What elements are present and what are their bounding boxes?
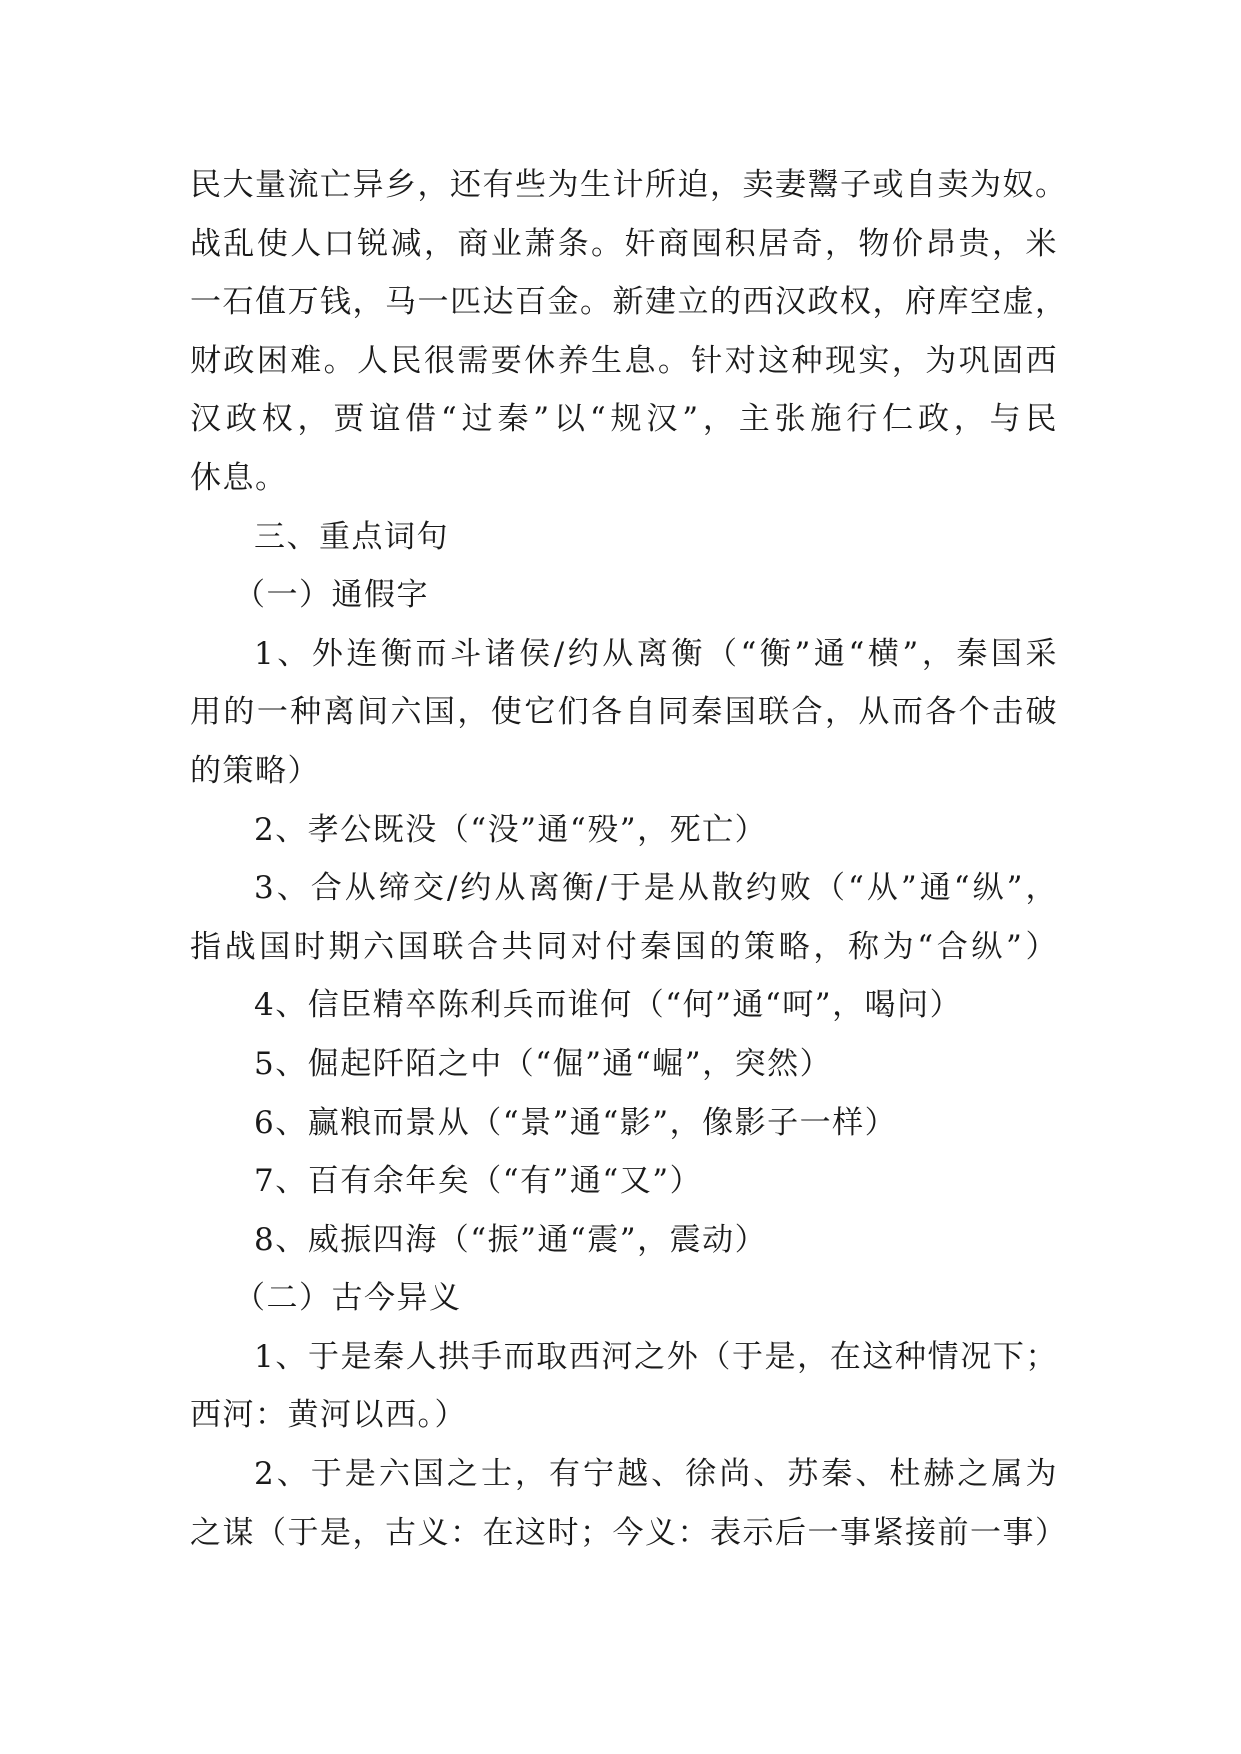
text-line: 之谋（于是，古义：在这时；今义：表示后一事紧接前一事）	[190, 1514, 1068, 1551]
list-item: 1、于是秦人拱手而取西河之外（于是，在这种情况下；	[254, 1338, 1058, 1375]
list-item: 6、赢粮而景从（“景”通“影”，像影子一样）	[254, 1104, 898, 1141]
subsection-heading: （二）古今异义	[234, 1280, 462, 1317]
list-item: 2、孝公既没（“没”通“殁”，死亡）	[254, 811, 768, 848]
text-line: 民大量流亡异乡，还有些为生计所迫，卖妻鬻子或自卖为奴。	[190, 167, 1068, 203]
list-item: 2、于是六国之士，有宁越、徐尚、苏秦、杜赫之属为	[254, 1456, 1058, 1493]
text-line: 西河：黄河以西。）	[190, 1397, 467, 1434]
list-item: 7、百有余年矣（“有”通“又”）	[254, 1163, 703, 1200]
text-line: 休息。	[190, 459, 288, 496]
section-heading: 三、重点词句	[254, 518, 449, 555]
subsection-heading: （一）通假字	[234, 577, 429, 614]
list-item: 8、威振四海（“振”通“震”，震动）	[254, 1221, 768, 1258]
text-line: 一石值万钱，马一匹达百金。新建立的西汉政权，府库空虚，	[190, 284, 1068, 321]
text-line: 财政困难。人民很需要休养生息。针对这种现实，为巩固西	[190, 342, 1058, 379]
text-line: 指战国时期六国联合共同对付秦国的策略，称为“合纵”）	[190, 928, 1058, 965]
document-body	[190, 156, 1068, 1562]
text-line: 用的一种离间六国，使它们各自同秦国联合，从而各个击破	[190, 694, 1058, 731]
list-item: 4、信臣精卒陈利兵而谁何（“何”通“呵”，喝问）	[254, 987, 963, 1024]
text-line: 汉政权，贾谊借“过秦”以“规汉”，主张施行仁政，与民	[190, 401, 1058, 438]
list-item: 3、合从缔交/约从离衡/于是从散约败（“从”通“纵”，	[254, 870, 1058, 907]
list-item: 5、倔起阡陌之中（“倔”通“崛”，突然）	[254, 1045, 833, 1082]
text-line: 的策略）	[190, 752, 320, 789]
text-line: 战乱使人口锐减，商业萧条。奸商囤积居奇，物价昂贵，米	[190, 225, 1058, 262]
list-item: 1、外连衡而斗诸侯/约从离衡（“衡”通“横”，秦国采	[254, 635, 1058, 672]
